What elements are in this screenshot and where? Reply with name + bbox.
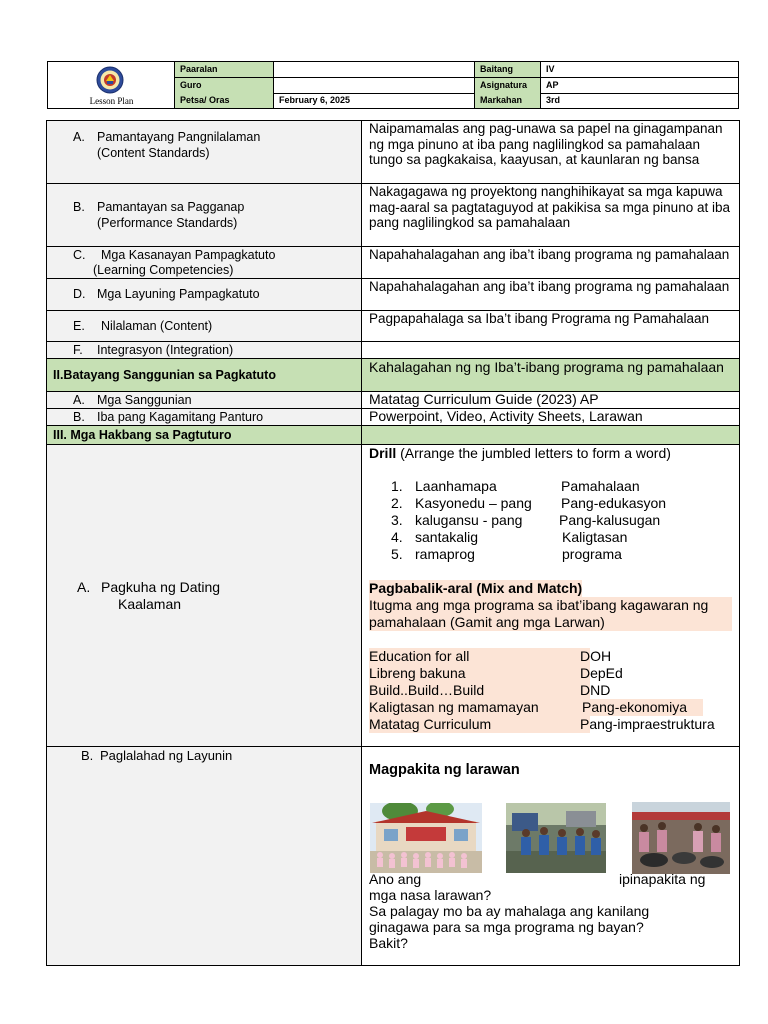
content-value: Pagpapahalaga sa Iba’t ibang Programa ng Pamahalaan (369, 311, 709, 326)
content-label: Nilalaman (Content) (101, 319, 213, 333)
answer-word: Kaligtasan (562, 529, 628, 545)
item-number: 3. (391, 512, 403, 528)
header-value-petsa: February 6, 2025 (274, 93, 475, 108)
label-cell (47, 445, 362, 746)
question-3: Bakit? (369, 935, 408, 951)
header-label-baitang: Baitang (475, 62, 541, 78)
content-standards-sub: (Content Standards) (97, 146, 210, 160)
logo-cell (48, 62, 175, 108)
header-value-asignatura: AP (541, 78, 738, 94)
label-cell (47, 426, 362, 444)
list-item (369, 648, 732, 665)
deped-seal-icon (96, 66, 124, 94)
question-1-middle: ipinapakita ng (619, 871, 706, 887)
question-1-end: mga nasa larawan? (369, 887, 492, 903)
label-cell (47, 311, 362, 341)
cooking-outdoors-photo (632, 802, 730, 874)
presenting-objectives-content (362, 747, 739, 965)
show-picture-title: Magpakita ng larawan (369, 762, 520, 778)
list-item (369, 546, 732, 563)
list-item (369, 665, 732, 682)
question-1-start: Ano ang (369, 871, 422, 887)
list-item (369, 699, 732, 716)
row-learning-objectives (47, 279, 739, 311)
performance-standards-value: Nakagagawa ng proyektong nanghihikayat sa mga kapuwa mag-aaral sa pagtataguyod at pakikisa sa mga pinuno at iba pang naglilingkod sa pamahalaan (369, 184, 730, 230)
header-label-asignatura: Asignatura (475, 78, 541, 94)
header-label-paaralan: Paaralan (175, 62, 274, 78)
references-section-value: Kahalagahan ng ng Iba’t-ibang programa ng pamahalaan (362, 359, 739, 391)
review-title: Pagbabalik-aral (Mix and Match) (369, 580, 583, 596)
learning-objectives-value: Napahahalagahan ang iba’t ibang programa ng pamahalaan (369, 279, 730, 294)
row-presenting-objectives (47, 747, 739, 965)
row-integration (47, 342, 739, 359)
item-number: 2. (391, 495, 403, 511)
header-label-petsa: Petsa/ Oras (175, 93, 274, 108)
answer-word: programa (562, 546, 622, 562)
agency-name: Pang-impraestruktura (580, 716, 715, 732)
review-instruction: Itugma ang mga programa sa ibat’ibang kagawaran ng pamahalaan (Gamit ang mga Larwan) (369, 597, 732, 631)
item-letter: B. (73, 200, 85, 214)
item-letter: E. (73, 319, 85, 333)
item-letter: A. (77, 579, 91, 595)
label-cell (47, 184, 362, 246)
row-performance-standards (47, 184, 739, 247)
row-prior-knowledge (47, 445, 739, 747)
learning-competencies-sub: (Learning Competencies) (93, 263, 234, 277)
row-learning-competencies (47, 247, 739, 279)
prior-knowledge-label-2: Kaalaman (118, 596, 182, 612)
label-cell (47, 247, 362, 278)
procedures-section-value (362, 426, 739, 444)
row-content (47, 311, 739, 342)
header-label-markahan: Markahan (475, 93, 541, 108)
agency-name: Pang-ekonomiya (582, 699, 688, 715)
content-standards-value: Naipamamalas ang pag-unawa sa papel na ginagampanan ng mga pinuno at iba pang naglilingkod sa pamahalaan tungo sa pagkakaisa, kaayusan, at kaunlaran ng bansa (369, 121, 723, 167)
lesson-plan-table (46, 120, 740, 966)
jumbled-word: ramaprog (415, 546, 475, 562)
item-letter: D. (73, 287, 86, 301)
integration-value (362, 342, 739, 358)
references-value: Matatag Curriculum Guide (2023) AP (369, 391, 599, 407)
teaching-materials-label: Iba pang Kagamitang Panturo (97, 410, 264, 424)
list-item (369, 478, 732, 495)
question-2: Sa palagay mo ba ay mahalaga ang kanilang ginagawa para sa mga programa ng bayan? (369, 903, 650, 935)
list-item (369, 495, 732, 512)
drill-heading (369, 445, 732, 462)
item-letter: A. (73, 393, 85, 407)
header-value-guro (274, 78, 475, 94)
lesson-plan-label: Lesson Plan (89, 96, 134, 106)
header-value-baitang: IV (541, 62, 738, 78)
header-row-petsa (175, 93, 738, 108)
row-teaching-materials (47, 409, 739, 426)
lesson-plan-header (47, 61, 739, 109)
jumbled-word: kalugansu - pang (415, 512, 523, 528)
jumbled-word: santakalig (415, 529, 479, 545)
prior-knowledge-label: Pagkuha ng Dating (101, 579, 221, 595)
procedures-section-title: III. Mga Hakbang sa Pagtuturo (53, 428, 232, 442)
list-item (369, 529, 732, 546)
references-section-title: II.Batayang Sanggunian sa Pagkatuto (53, 368, 276, 382)
item-number: 5. (391, 546, 403, 562)
header-value-markahan: 3rd (546, 95, 561, 105)
label-cell (47, 409, 362, 425)
header-row-guro (175, 78, 738, 94)
header-value-paaralan (274, 62, 475, 78)
item-letter: C. (73, 248, 86, 262)
program-name: Build..Build…Build (369, 682, 590, 699)
header-label-guro: Guro (175, 78, 274, 94)
performance-standards-label: Pamantayan sa Pagganap (97, 200, 245, 214)
item-letter: A. (73, 130, 85, 144)
row-content-standards (47, 121, 739, 184)
label-cell (47, 342, 362, 358)
integration-label: Integrasyon (Integration) (97, 343, 234, 357)
drill-list (369, 478, 732, 563)
label-cell (47, 121, 362, 183)
answer-word: Pamahalaan (561, 478, 640, 494)
item-number: 1. (391, 478, 403, 494)
answer-word: Pang-kalusugan (559, 512, 661, 528)
school-building-photo (370, 803, 482, 873)
references-label: Mga Sanggunian (97, 393, 192, 407)
list-item (369, 716, 732, 733)
list-item (369, 682, 732, 699)
agency-name: DND (580, 682, 611, 698)
label-cell (47, 359, 362, 391)
prior-knowledge-content (362, 445, 739, 746)
people-gathering-photo (506, 803, 606, 873)
header-row-paaralan (175, 62, 738, 78)
agency-name: DOH (580, 648, 612, 664)
drill-title: Drill (369, 445, 397, 461)
learning-objectives-label: Mga Layuning Pampagkatuto (97, 287, 260, 301)
jumbled-word: Laanhamapa (415, 478, 497, 494)
answer-word: Pang-edukasyon (561, 495, 667, 511)
item-letter: B. (73, 410, 85, 424)
learning-competencies-label: Mga Kasanayan Pampagkatuto (101, 248, 276, 262)
performance-standards-sub: (Performance Standards) (97, 216, 238, 230)
teaching-materials-value: Powerpoint, Video, Activity Sheets, Larawan (369, 408, 643, 424)
match-list (369, 648, 732, 733)
program-name: Libreng bakuna (369, 665, 590, 682)
program-name: Matatag Curriculum (369, 716, 590, 733)
label-cell (47, 279, 362, 310)
row-procedures-header (47, 426, 739, 445)
jumbled-word: Kasyonedu – pang (415, 495, 532, 511)
label-cell (47, 747, 362, 965)
content-standards-label: Pamantayang Pangnilalaman (97, 130, 261, 144)
program-name: Kaligtasan ng mamamayan (369, 699, 703, 716)
agency-name: DepEd (580, 665, 623, 681)
item-letter: F. (73, 343, 83, 357)
list-item (369, 512, 732, 529)
row-references-header (47, 359, 739, 392)
row-references (47, 392, 739, 409)
item-number: 4. (391, 529, 403, 545)
program-name: Education for all (369, 648, 590, 665)
label-cell (47, 392, 362, 408)
drill-instruction: (Arrange the jumbled letters to form a word) (396, 445, 671, 461)
learning-competencies-value: Napahahalagahan ang iba’t ibang programa ng pamahalaan (369, 247, 730, 262)
presenting-objectives-label: Paglalahad ng Layunin (100, 748, 233, 763)
item-letter: B. (81, 748, 94, 763)
